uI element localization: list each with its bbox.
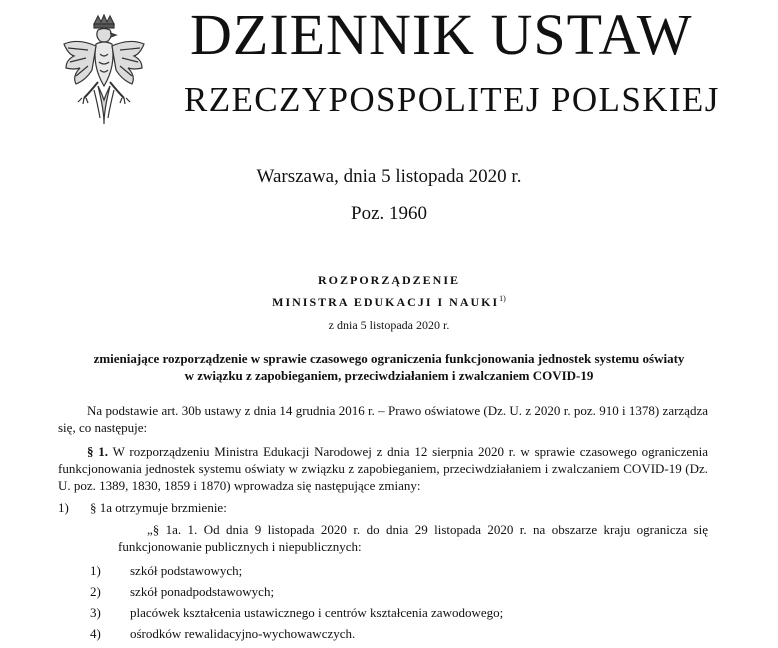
regulation-date: z dnia 5 listopada 2020 r. xyxy=(328,318,450,332)
section-1-label: § 1. xyxy=(87,444,109,459)
polish-eagle-emblem-icon xyxy=(58,14,150,130)
quoted-paragraph: „§ 1a. 1. Od dnia 9 listopada 2020 r. do dnia 29 listopada 2020 r. na obszarze kraju ogranicza się funkcjonowanie publicznych i niepublicznych: xyxy=(118,522,708,554)
gazette-subtitle: RZECZYPOSPOLITEJ POLSKIEJ xyxy=(184,80,720,119)
change-1-number: 1) xyxy=(58,500,69,515)
list-item-text: szkół podstawowych; xyxy=(130,563,243,578)
footnote-reference: 1) xyxy=(499,294,506,303)
section-1-paragraph xyxy=(58,443,708,494)
list-item-number: 4) xyxy=(90,626,101,641)
gazette-title: DZIENNIK USTAW xyxy=(190,2,693,67)
list-item-text: ośrodków rewalidacyjno-wychowawczych. xyxy=(130,626,356,641)
change-1-text: § 1a otrzymuje brzmienie: xyxy=(90,500,227,515)
list-item-text: placówek kształcenia ustawicznego i centrów kształcenia zawodowego; xyxy=(130,605,504,620)
regulation-type: ROZPORZĄDZENIE xyxy=(317,273,461,287)
regulation-issuer xyxy=(0,294,778,310)
publication-position: Poz. 1960 xyxy=(351,203,427,224)
list-item-number: 1) xyxy=(90,563,101,578)
issuer-name: MINISTRA EDUKACJI I NAUKI xyxy=(272,295,500,309)
legal-basis-paragraph: Na podstawie art. 30b ustawy z dnia 14 grudnia 2016 r. – Prawo oświatowe (Dz. U. z 2020 r. poz. 910 i 1378) zarządza się, co następuje: xyxy=(58,403,708,435)
regulation-subject-line-2: w związku z zapobieganiem, przeciwdziałaniem i zwalczaniem COVID-19 xyxy=(184,368,594,383)
section-1-text: W rozporządzeniu Ministra Edukacji Narodowej z dnia 12 sierpnia 2020 r. w sprawie czasowego ograniczenia funkcjonowania jednostek systemu oświaty w związku z zapobieganiem, przeciwdziałaniem i zwalczaniem COVID-19 (Dz. U. poz. 1389, 1830, 1859 i 1870) wprowadza się następujące zmiany: xyxy=(58,444,708,493)
regulation-subject-line-1: zmieniające rozporządzenie w sprawie czasowego ograniczenia funkcjonowania jednostek systemu oświaty xyxy=(93,351,685,366)
list-item-number: 2) xyxy=(90,584,101,599)
publication-place-date: Warszawa, dnia 5 listopada 2020 r. xyxy=(256,166,522,187)
list-item-number: 3) xyxy=(90,605,101,620)
list-item-text: szkół ponadpodstawowych; xyxy=(130,584,275,599)
